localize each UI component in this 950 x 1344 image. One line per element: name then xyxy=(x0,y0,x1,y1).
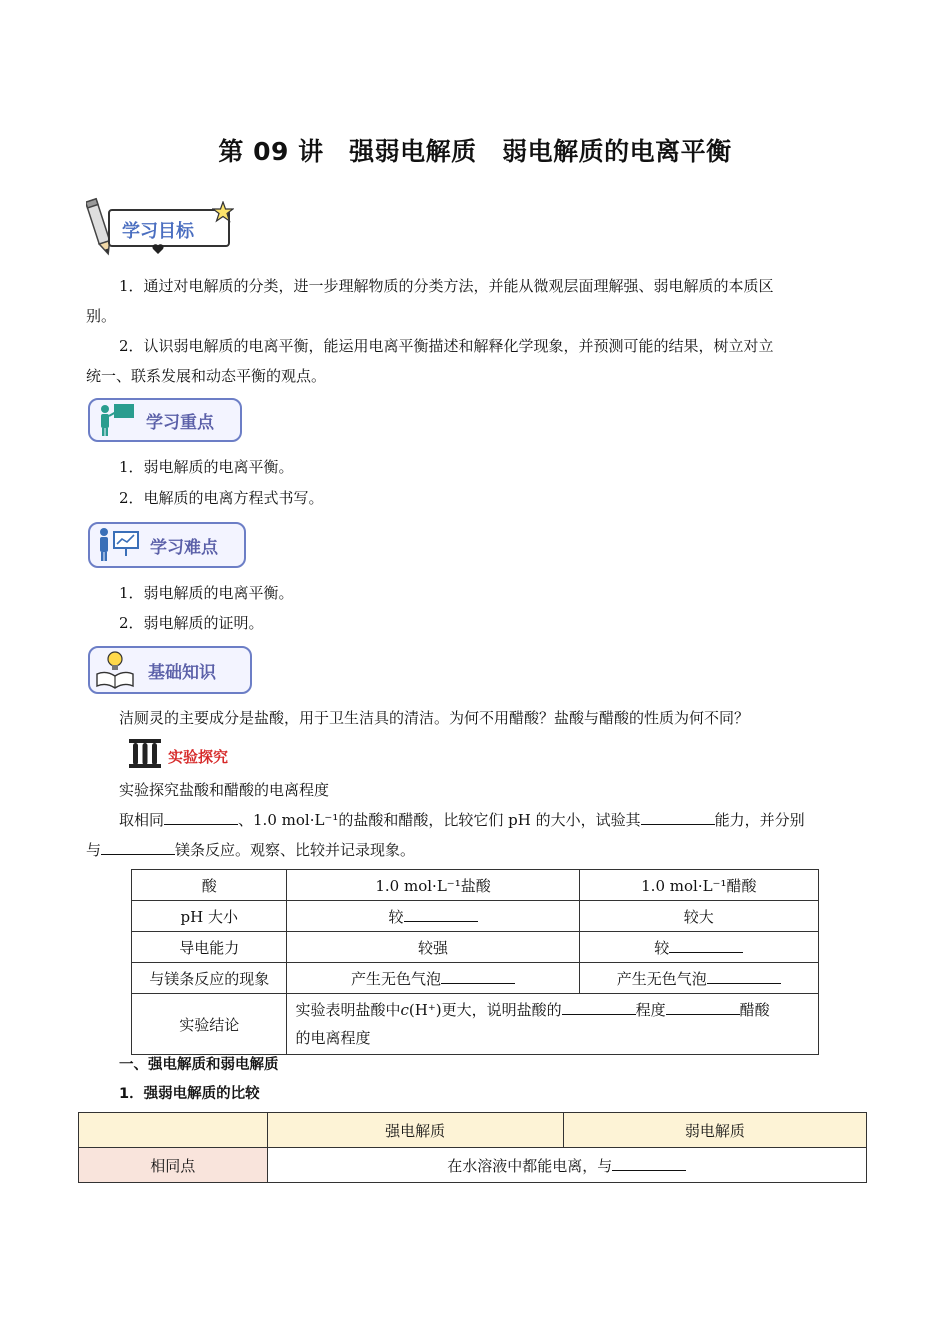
t1-blank-conc2[interactable] xyxy=(666,1000,740,1015)
t1-conc-a: 实验表明盐酸中 xyxy=(295,1001,401,1019)
exp-text-2b: 镁条反应。观察、比较并记录现象。 xyxy=(175,841,416,859)
t1-mg-hcl xyxy=(287,963,579,994)
difficulties-badge xyxy=(88,522,248,568)
t1-conc-text xyxy=(287,994,819,1055)
t1-h2: 1.0 mol·L⁻¹醋酸 xyxy=(579,870,818,901)
t1-blank-ph[interactable] xyxy=(404,907,478,922)
t1-blank-mg1[interactable] xyxy=(441,969,515,984)
exp-text-2a: 与 xyxy=(86,841,102,859)
test-tubes-icon xyxy=(128,738,162,770)
goals-label: 学习目标 xyxy=(122,221,194,242)
t1-cond-ac xyxy=(579,932,818,963)
t1-mg-ac xyxy=(579,963,818,994)
book-bulb-icon xyxy=(94,648,136,690)
goals-badge xyxy=(86,195,236,259)
key-point-2: 2．电解质的电离方程式书写。 xyxy=(119,489,324,507)
page-title: 第 09 讲 强弱电解质 弱电解质的电离平衡 xyxy=(218,137,732,166)
difficulties-label: 学习难点 xyxy=(150,538,218,558)
basics-label: 基础知识 xyxy=(148,663,216,683)
goals-line-3: 2．认识弱电解质的电离平衡，能运用电离平衡描述和解释化学现象，并预测可能的结果，树立对立 xyxy=(119,337,774,355)
exp-blank-2[interactable] xyxy=(641,810,715,825)
t1-blank-conc1[interactable] xyxy=(562,1000,636,1015)
difficulty-1: 1．弱电解质的电离平衡。 xyxy=(119,584,294,602)
experiment-line-1 xyxy=(119,805,805,835)
t2-blank-1[interactable] xyxy=(612,1156,686,1171)
t2-row1-text-span: 在水溶液中都能电离，与 xyxy=(447,1156,613,1175)
exp-blank-3[interactable] xyxy=(101,840,175,855)
t1-cond-ac-text: 较 xyxy=(654,938,670,957)
t1-ph-hcl xyxy=(287,901,579,932)
star-icon xyxy=(212,201,234,223)
t1-h0: 酸 xyxy=(132,870,287,901)
t1-ph-label: pH 大小 xyxy=(132,901,287,932)
t1-blank-cond[interactable] xyxy=(669,938,743,953)
t1-h1: 1.0 mol·L⁻¹盐酸 xyxy=(287,870,579,901)
t1-conc-d: 程度 xyxy=(635,1001,666,1019)
basics-badge xyxy=(88,646,254,694)
t2-h2: 弱电解质 xyxy=(563,1113,866,1148)
heart-icon xyxy=(152,243,164,255)
experiment-badge xyxy=(124,738,244,770)
t1-cond-label: 导电能力 xyxy=(132,932,287,963)
exp-text-1b: 、1.0 mol·L⁻¹的盐酸和醋酸，比较它们 pH 的大小，试验其 xyxy=(238,811,641,829)
t1-ph-ac: 较大 xyxy=(579,901,818,932)
exp-text-1c: 能力，并分别 xyxy=(714,811,805,829)
electrolyte-compare-table xyxy=(78,1112,867,1183)
t1-conc-c: c xyxy=(400,1001,409,1019)
t1-mg-label: 与镁条反应的现象 xyxy=(132,963,287,994)
basics-intro: 洁厕灵的主要成分是盐酸，用于卫生洁具的清洁。为何不用醋酸？盐酸与醋酸的性质为何不同？ xyxy=(119,709,750,727)
experiment-heading: 实验探究盐酸和醋酸的电离程度 xyxy=(119,781,330,799)
experiment-line-2 xyxy=(86,835,415,865)
t2-row1-label: 相同点 xyxy=(79,1148,268,1183)
teacher-icon xyxy=(96,402,136,436)
t1-cond-hcl: 较强 xyxy=(287,932,579,963)
experiment-table xyxy=(131,869,819,1055)
t1-ph-hcl-text: 较 xyxy=(388,907,404,926)
t1-conc-label: 实验结论 xyxy=(132,994,287,1055)
t2-row1-text xyxy=(267,1148,867,1183)
t1-blank-mg2[interactable] xyxy=(707,969,781,984)
goals-line-2: 别。 xyxy=(86,307,117,325)
t2-h1: 强电解质 xyxy=(267,1113,563,1148)
goals-line-1: 1．通过对电解质的分类，进一步理解物质的分类方法，并能从微观层面理解强、弱电解质的本质区 xyxy=(119,277,774,295)
t2-h0 xyxy=(79,1113,268,1148)
section-one-sub: 1．强弱电解质的比较 xyxy=(119,1086,260,1102)
exp-blank-1[interactable] xyxy=(164,810,238,825)
presenter-icon xyxy=(96,526,142,562)
goals-line-4: 统一、联系发展和动态平衡的观点。 xyxy=(86,367,327,385)
experiment-label: 实验探究 xyxy=(168,748,229,766)
key-points-badge xyxy=(88,398,248,444)
section-one-heading: 一、强电解质和弱电解质 xyxy=(119,1057,279,1073)
t1-mg-ac-text: 产生无色气泡 xyxy=(616,969,707,988)
t1-conc-e: 醋酸 xyxy=(739,1001,770,1019)
key-point-1: 1．弱电解质的电离平衡。 xyxy=(119,458,294,476)
key-points-label: 学习重点 xyxy=(146,413,214,433)
t1-conc-b: (H⁺)更大，说明盐酸的 xyxy=(408,1001,562,1019)
difficulty-2: 2．弱电解质的证明。 xyxy=(119,614,264,632)
t1-conc-f: 的电离程度 xyxy=(295,1029,371,1047)
t1-mg-hcl-text: 产生无色气泡 xyxy=(351,969,442,988)
exp-text-1a: 取相同 xyxy=(119,811,165,829)
